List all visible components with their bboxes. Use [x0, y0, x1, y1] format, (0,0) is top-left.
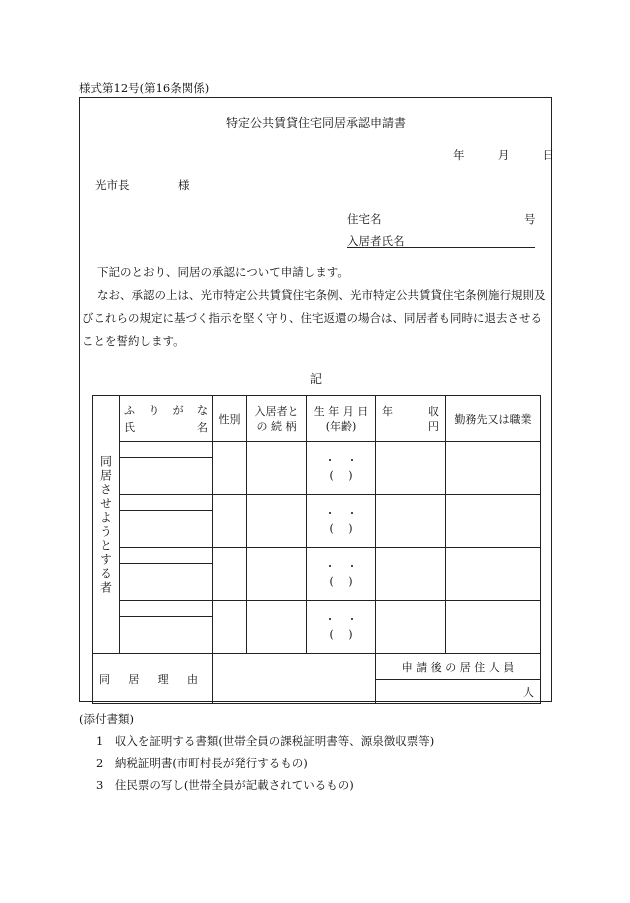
resident-name-underline [347, 247, 535, 248]
income-input[interactable] [376, 442, 446, 495]
side-label-cell [93, 396, 120, 654]
reason-input[interactable] [213, 654, 376, 704]
date-month-label: 月 [497, 148, 510, 162]
resident-name-label: 入居者氏名 [347, 234, 405, 248]
relation-input[interactable] [247, 442, 307, 495]
birthdate-input[interactable]: ・ ・ ( ) [307, 548, 376, 601]
table-row [93, 601, 541, 617]
post-residents-input[interactable] [376, 680, 541, 704]
birthdate-input[interactable]: ・ ・ ( ) [307, 495, 376, 548]
body-line-1: 下記のとおり、同居の承認について申請します。 [97, 265, 349, 279]
furigana-label: ふ り が な [124, 403, 208, 417]
income-header: 年 収 円 [376, 396, 446, 442]
body-line-2: なお、承認の上は、光市特定公共賃貸住宅条例、光市特定公共賃貸住宅条例施行規則及 [97, 288, 546, 302]
name-input[interactable] [120, 458, 213, 495]
name-input[interactable] [120, 511, 213, 548]
table-header-row [93, 396, 541, 442]
workplace-header: 勤務先又は職業 [446, 396, 541, 442]
sex-input[interactable] [213, 548, 247, 601]
income-input[interactable] [376, 495, 446, 548]
name-label: 氏 名 [124, 420, 208, 434]
workplace-input[interactable] [446, 442, 541, 495]
housing-name-label: 住宅名 [347, 212, 382, 226]
workplace-input[interactable] [446, 495, 541, 548]
form-number-label: 様式第12号(第16条関係) [79, 81, 210, 95]
reason-row [93, 654, 541, 680]
table-row [93, 548, 541, 564]
birthdate-input[interactable]: ・ ・ ( ) [307, 442, 376, 495]
date-line [453, 147, 554, 163]
post-residents-label: 申 請 後 の 居 住 人 員 [376, 654, 541, 680]
sex-input[interactable] [213, 601, 247, 654]
sex-input[interactable] [213, 442, 247, 495]
side-label: 同居させようとする者 [98, 454, 113, 595]
income-input[interactable] [376, 548, 446, 601]
birthdate-header: 生 年 月 日 (年齢) [307, 396, 376, 442]
sex-header: 性別 [213, 396, 247, 442]
body-line-3: びこれらの規定に基づく指示を堅く守り、住宅返還の場合は、同居者も同時に退去させる [82, 311, 542, 325]
relation-input[interactable] [247, 548, 307, 601]
birthdate-input[interactable]: ・ ・ ( ) [307, 601, 376, 654]
attachments-heading: (添付書類) [79, 712, 134, 726]
table-row [93, 495, 541, 511]
form-title: 特定公共賃貸住宅同居承認申請書 [226, 116, 407, 130]
date-day-label: 日 [542, 148, 555, 162]
table-row [93, 442, 541, 458]
applicant-table [92, 395, 541, 704]
name-input[interactable] [120, 617, 213, 654]
furigana-name-header [120, 396, 213, 442]
income-input[interactable] [376, 601, 446, 654]
attachment-item: 1 収入を証明する書類(世帯全員の課税証明書等、源泉徴収票等) [96, 734, 435, 748]
workplace-input[interactable] [446, 601, 541, 654]
ki-label: 記 [310, 372, 323, 386]
furigana-input[interactable] [120, 548, 213, 564]
body-line-4: ことを誓約します。 [82, 334, 185, 348]
reason-label-cell: 同 居 理 由 [93, 654, 213, 704]
furigana-input[interactable] [120, 601, 213, 617]
attachment-item: 2 納税証明書(市町村長が発行するもの) [96, 756, 308, 770]
addressee-honorific: 様 [178, 178, 190, 192]
sex-input[interactable] [213, 495, 247, 548]
unit-number-label: 号 [524, 212, 536, 226]
name-input[interactable] [120, 564, 213, 601]
furigana-input[interactable] [120, 495, 213, 511]
attachment-item: 3 住民票の写し(世帯全員が記載されているもの) [96, 778, 354, 792]
persons-unit: 人 [523, 685, 534, 699]
workplace-input[interactable] [446, 548, 541, 601]
relation-header: 入居者と の 続 柄 [247, 396, 307, 442]
date-year-label: 年 [453, 148, 465, 162]
addressee-name: 光市長 [95, 178, 130, 192]
furigana-input[interactable] [120, 442, 213, 458]
relation-input[interactable] [247, 495, 307, 548]
relation-input[interactable] [247, 601, 307, 654]
